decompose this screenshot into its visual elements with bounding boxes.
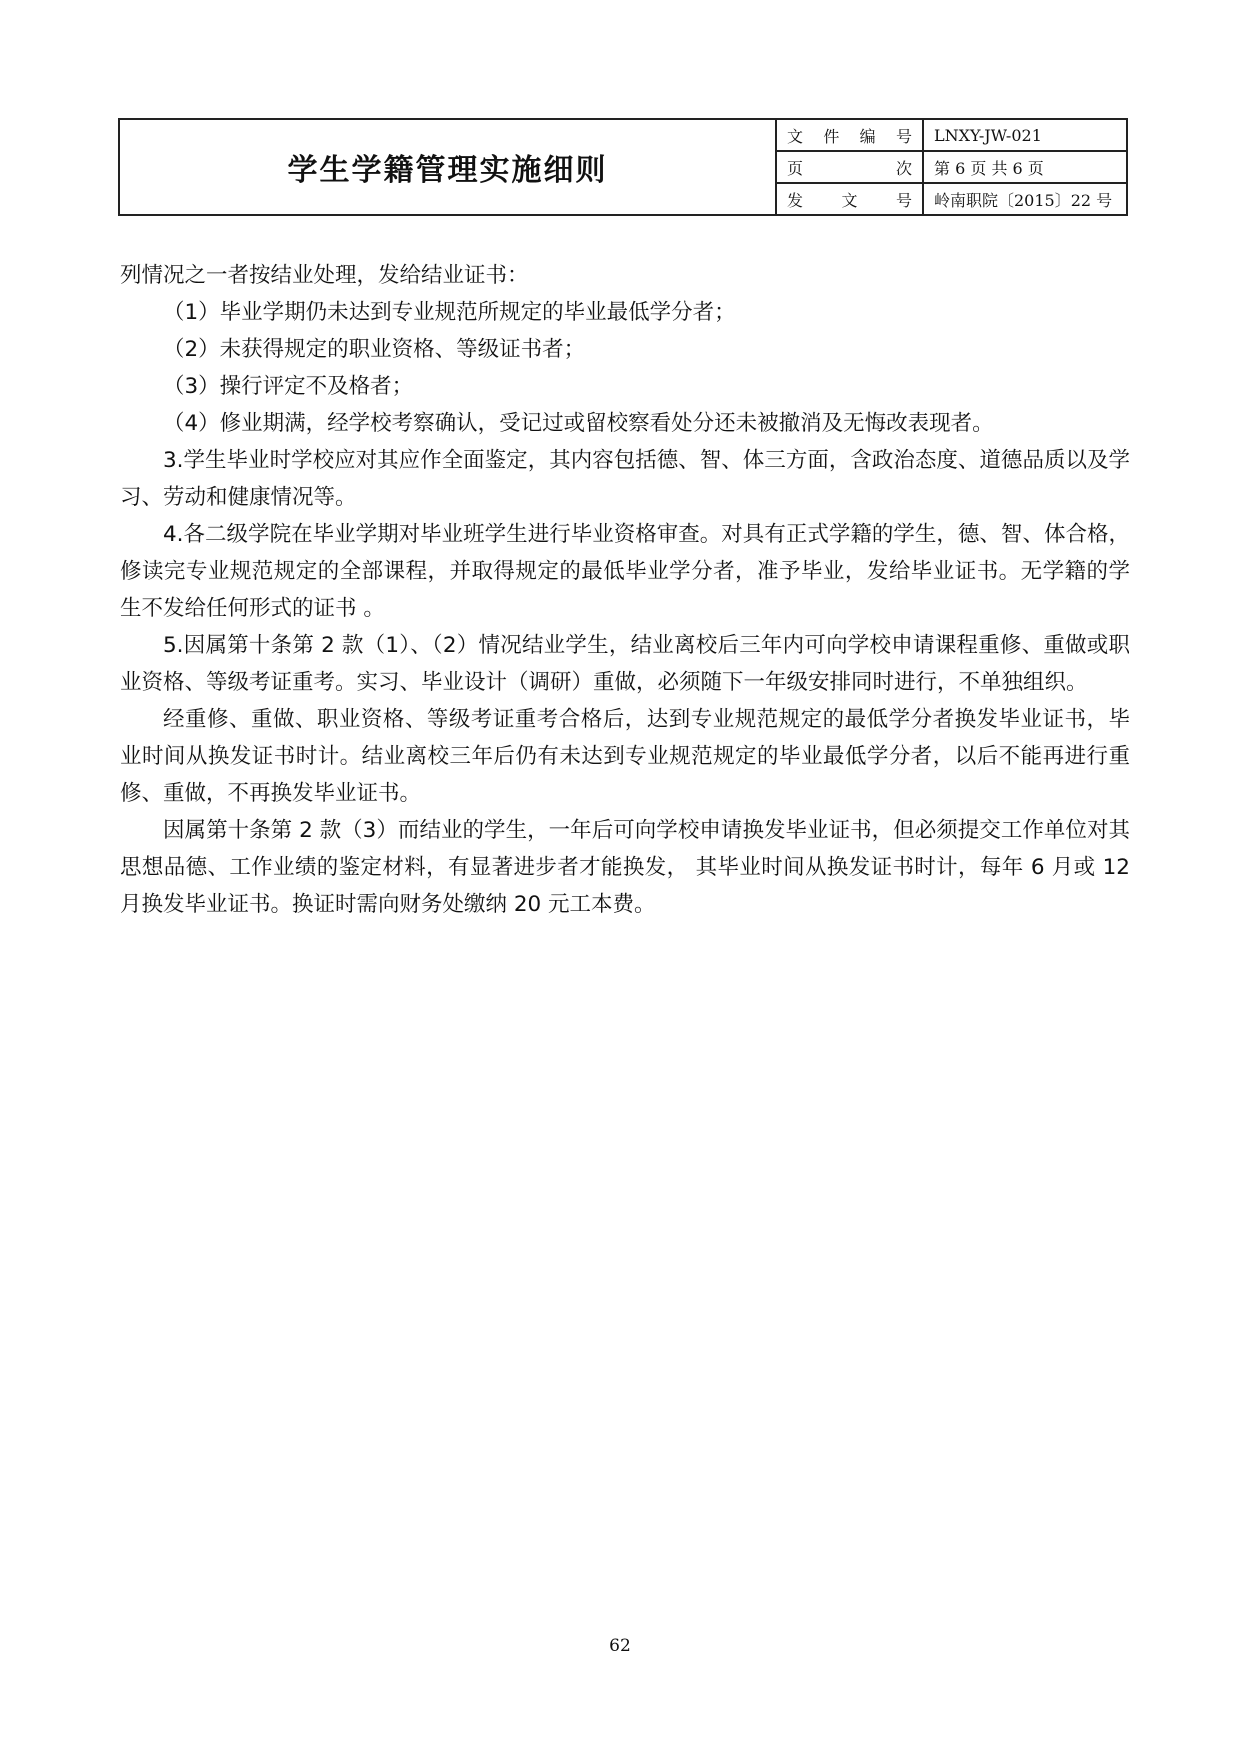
paragraph: 4.各二级学院在毕业学期对毕业班学生进行毕业资格审查。对具有正式学籍的学生，德、智、体合格，修读完专业规范规定的全部课程，并取得规定的最低毕业学分者，准予毕业，发给毕业证书。无学籍的学生不发给任何形式的证书 。 bbox=[120, 522, 1130, 621]
paragraph: 5.因属第十条第 2 款（1）、（2）情况结业学生，结业离校后三年内可向学校申请课程重修、重做或职业资格、等级考证重考。实习、毕业设计（调研）重做，必须随下一年级安排同时进行，不单独组织。 bbox=[120, 633, 1130, 695]
page-value: 第 6 页 共 6 页 bbox=[923, 151, 1127, 183]
issue-number-value: 岭南职院〔2015〕22 号 bbox=[923, 183, 1127, 215]
list-item: （3）操行评定不及格者； bbox=[163, 374, 414, 399]
file-number-value: LNXY-JW-021 bbox=[923, 119, 1127, 151]
issue-number-label: 发文号 bbox=[776, 183, 923, 215]
paragraph: 经重修、重做、职业资格、等级考证重考合格后，达到专业规范规定的最低学分者换发毕业证书，毕业时间从换发证书时计。结业离校三年后仍有未达到专业规范规定的毕业最低学分者，以后不能再进行重修、重做，不再换发毕业证书。 bbox=[120, 707, 1130, 806]
list-item: （2）未获得规定的职业资格、等级证书者； bbox=[163, 337, 586, 362]
list-item: （4）修业期满，经学校考察确认，受记过或留校察看处分还未被撤消及无悔改表现者。 bbox=[163, 411, 994, 436]
document-title: 学生学籍管理实施细则 bbox=[119, 119, 776, 215]
page-number: 62 bbox=[609, 1636, 631, 1656]
paragraph: 3.学生毕业时学校应对其应作全面鉴定，其内容包括德、智、体三方面，含政治态度、道德品质以及学习、劳动和健康情况等。 bbox=[120, 448, 1130, 510]
paragraph-continuation: 列情况之一者按结业处理，发给结业证书： bbox=[120, 263, 529, 288]
page-label: 页次 bbox=[776, 151, 923, 183]
list-item: （1）毕业学期仍未达到专业规范所规定的毕业最低学分者； bbox=[163, 300, 736, 325]
paragraph: 因属第十条第 2 款（3）而结业的学生，一年后可向学校申请换发毕业证书，但必须提交工作单位对其思想品德、工作业绩的鉴定材料，有显著进步者才能换发， 其毕业时间从换发证书时计，每年 6 月或 12 月换发毕业证书。换证时需向财务处缴纳 20 元工本费。 bbox=[120, 818, 1130, 917]
document-body bbox=[120, 257, 1130, 923]
file-number-label: 文件编号 bbox=[776, 119, 923, 151]
document-header-table bbox=[118, 118, 1128, 216]
